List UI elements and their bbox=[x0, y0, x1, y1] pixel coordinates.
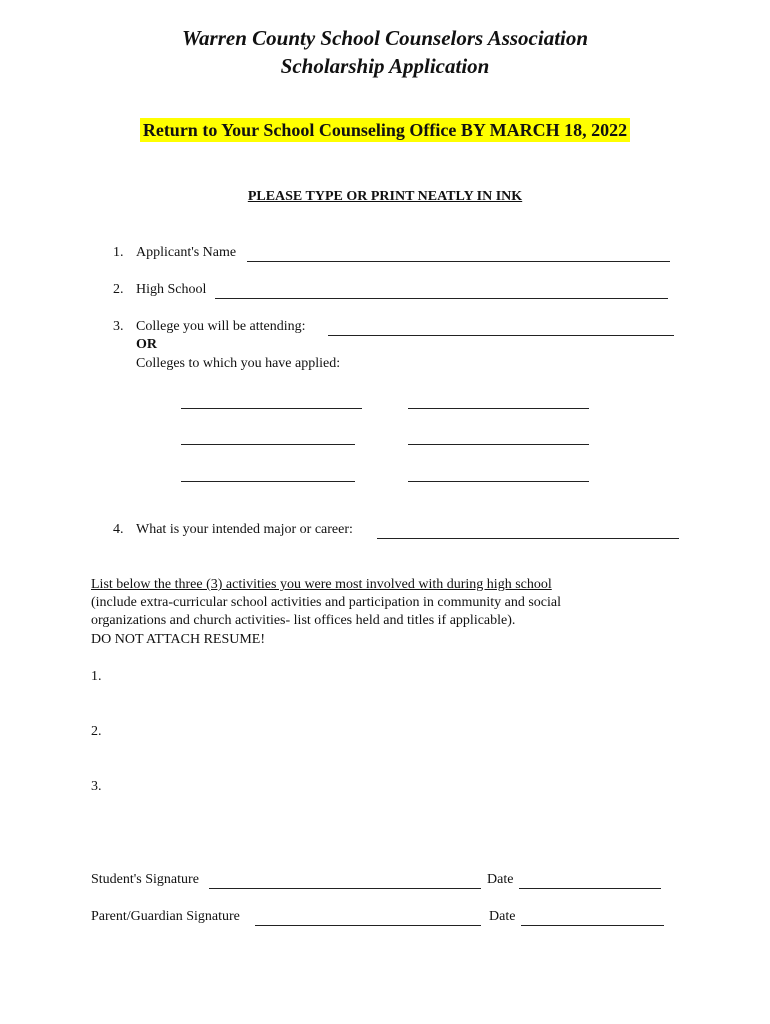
college-applied-field-1[interactable] bbox=[181, 408, 362, 409]
college-applied-field-3[interactable] bbox=[181, 444, 355, 445]
deadline-banner bbox=[0, 118, 770, 142]
question-4-label: What is your intended major or career: bbox=[136, 522, 353, 537]
college-applied-field-6[interactable] bbox=[408, 481, 589, 482]
college-applied-field-5[interactable] bbox=[181, 481, 355, 482]
applicant-name-field[interactable] bbox=[247, 261, 670, 262]
activity-item-3: 3. bbox=[91, 779, 102, 794]
question-3-number: 3. bbox=[113, 319, 124, 334]
question-2-label: High School bbox=[136, 282, 207, 297]
activities-heading: List below the three (3) activities you were most involved with during high school bbox=[91, 577, 552, 592]
activities-note-line2: organizations and church activities- list offices held and titles if applicable). bbox=[91, 613, 516, 628]
print-instruction: PLEASE TYPE OR PRINT NEATLY IN INK bbox=[247, 189, 523, 204]
colleges-applied-label: Colleges to which you have applied: bbox=[136, 356, 341, 371]
deadline-text: Return to Your School Counseling Office BY MARCH 18, 2022 bbox=[140, 118, 630, 142]
question-2-number: 2. bbox=[113, 282, 124, 297]
or-label: OR bbox=[136, 337, 157, 352]
parent-date-field[interactable] bbox=[521, 925, 664, 926]
parent-signature-label: Parent/Guardian Signature bbox=[91, 909, 240, 924]
high-school-field[interactable] bbox=[215, 298, 668, 299]
college-applied-field-4[interactable] bbox=[408, 444, 589, 445]
student-signature-label: Student's Signature bbox=[91, 872, 199, 887]
no-resume-warning: DO NOT ATTACH RESUME! bbox=[91, 632, 266, 647]
question-4-number: 4. bbox=[113, 522, 124, 537]
question-1-label: Applicant's Name bbox=[136, 245, 237, 260]
student-signature-field[interactable] bbox=[209, 888, 481, 889]
college-applied-field-2[interactable] bbox=[408, 408, 589, 409]
student-date-field[interactable] bbox=[519, 888, 661, 889]
question-1-number: 1. bbox=[113, 245, 124, 260]
form-title-line1: Warren County School Counselors Association bbox=[181, 26, 589, 50]
parent-date-label: Date bbox=[489, 909, 516, 924]
activities-note-line1: (include extra-curricular school activities and participation in community and social bbox=[91, 595, 562, 610]
activity-item-2: 2. bbox=[91, 724, 102, 739]
intended-major-field[interactable] bbox=[377, 538, 679, 539]
activity-item-1: 1. bbox=[91, 669, 102, 684]
college-attending-field[interactable] bbox=[328, 335, 674, 336]
question-3-label: College you will be attending: bbox=[136, 319, 306, 334]
student-date-label: Date bbox=[487, 872, 514, 887]
parent-signature-field[interactable] bbox=[255, 925, 481, 926]
form-title-line2: Scholarship Application bbox=[280, 54, 490, 78]
